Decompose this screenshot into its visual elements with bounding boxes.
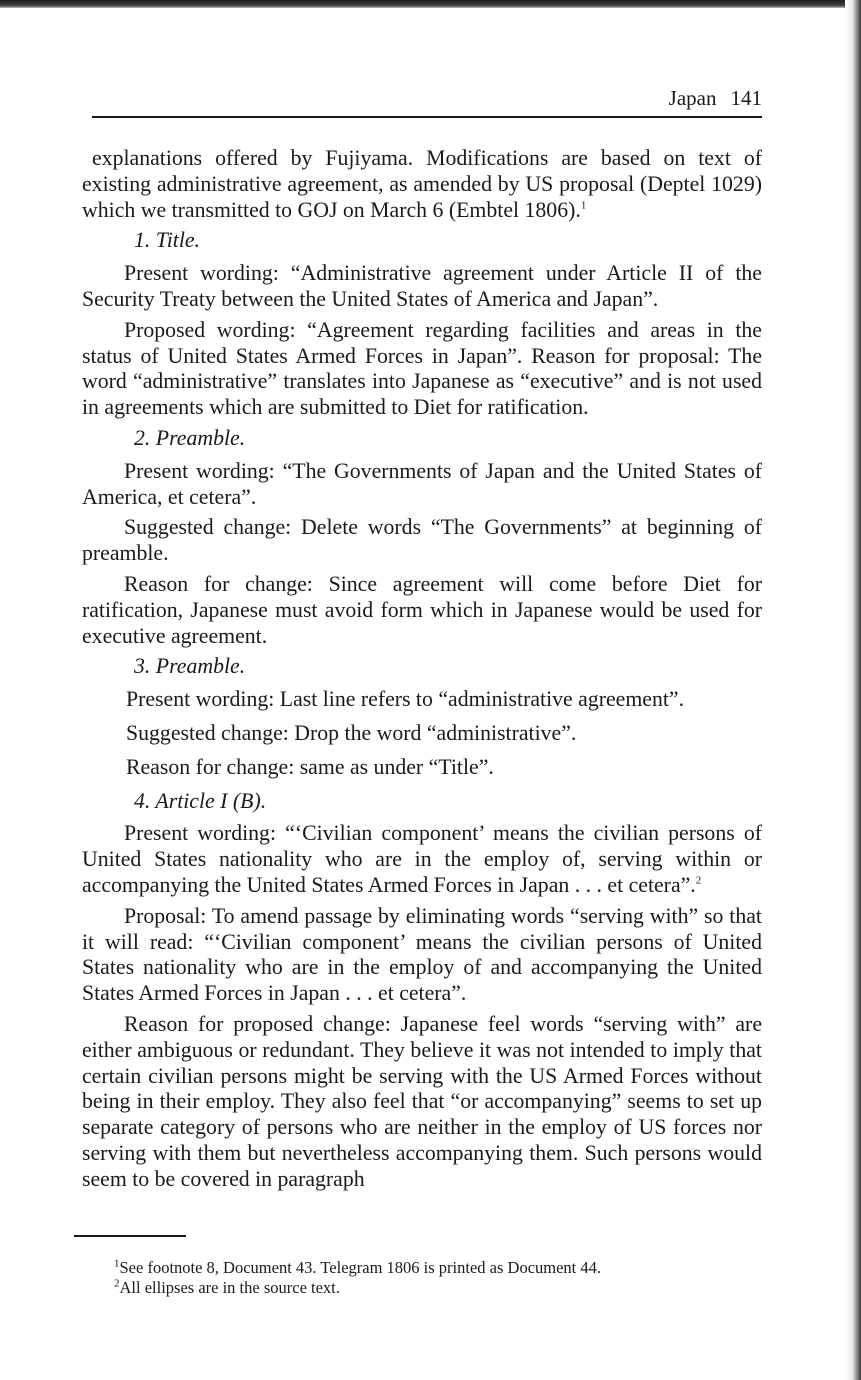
item-heading-preamble-2: 3. Preamble. [134,654,246,679]
scan-right-edge [845,0,861,1380]
footnote-ref: 2 [695,874,702,887]
footnote [114,1258,754,1278]
paragraph: Present wording: “Administrative agreement under Article II of the Security Treaty between the United States of America and Japan”. [82,261,762,311]
footnote-marker: 2 [114,1277,120,1290]
item-heading-preamble: 2. Preamble. [134,425,246,450]
footnote-marker: 1 [114,1257,120,1270]
paragraph: Proposal: To amend passage by eliminating words “serving with” so that it will read: “‘Civilian component’ means the civilian persons of United States nationality who are in the employ of and accompanying the United States Armed Forces in Japan . . . et cetera”. [82,903,762,1006]
running-head [669,86,762,111]
page-number: 141 [730,86,762,110]
paragraph: Suggested change: Drop the word “administrative”. [126,720,577,745]
paragraph [82,821,762,898]
footnote [114,1278,754,1298]
page-body [82,146,762,1197]
footnotes [114,1258,754,1298]
paragraph: Present wording: Last line refers to “administrative agreement”. [126,687,685,712]
item-heading-title: 1. Title. [134,228,201,253]
paragraph: Reason for change: Since agreement will come before Diet for ratification, Japanese must avoid form which in Japanese would be used for executive agreement. [82,571,762,648]
footnote-text: All ellipses are in the source text. [119,1278,340,1297]
paragraph: Reason for change: same as under “Title”. [126,754,494,779]
running-header [92,86,762,118]
paragraph-text: explanations offered by Fujiyama. Modifications are based on text of existing administrative agreement, as amended by US proposal (Deptel 1029) which we transmitted to GOJ on March 6 (Embtel 1806). [82,146,762,222]
paragraph-text: Present wording: “‘Civilian component’ means the civilian persons of United States nationality who are in the employ of, serving within or accompanying the United States Armed Forces in Japan . . . et cetera”. [82,821,762,897]
paragraph: Suggested change: Delete words “The Governments” at beginning of preamble. [82,515,762,566]
footnote-ref: 1 [580,199,587,212]
item-heading-article: 4. Article I (B). [134,788,267,813]
paragraph: Reason for proposed change: Japanese feel words “serving with” are either ambiguous or redundant. They believe it was not intended to imply that certain civilian persons might be serving with the US Armed Forces without being in their employ. They also feel that “or accompanying” seems to set up separate category of persons who are neither in the employ of US forces nor serving with them but nevertheless accompanying them. Such persons would seem to be covered in paragraph [82,1011,762,1191]
scan-top-edge [0,0,861,8]
footnote-rule [74,1235,186,1237]
paragraph-intro [82,146,762,223]
paragraph: Present wording: “The Governments of Japan and the United States of America, et cetera”. [82,458,762,509]
paragraph: Proposed wording: “Agreement regarding facilities and areas in the status of United States Armed Forces in Japan”. Reason for proposal: The word “administrative” translates into Japanese as “executive” and is not used in agreements which are submitted to Diet for ratification. [82,317,762,420]
section-title: Japan [668,86,717,110]
footnote-text: See footnote 8, Document 43. Telegram 1806 is printed as Document 44. [119,1258,602,1277]
